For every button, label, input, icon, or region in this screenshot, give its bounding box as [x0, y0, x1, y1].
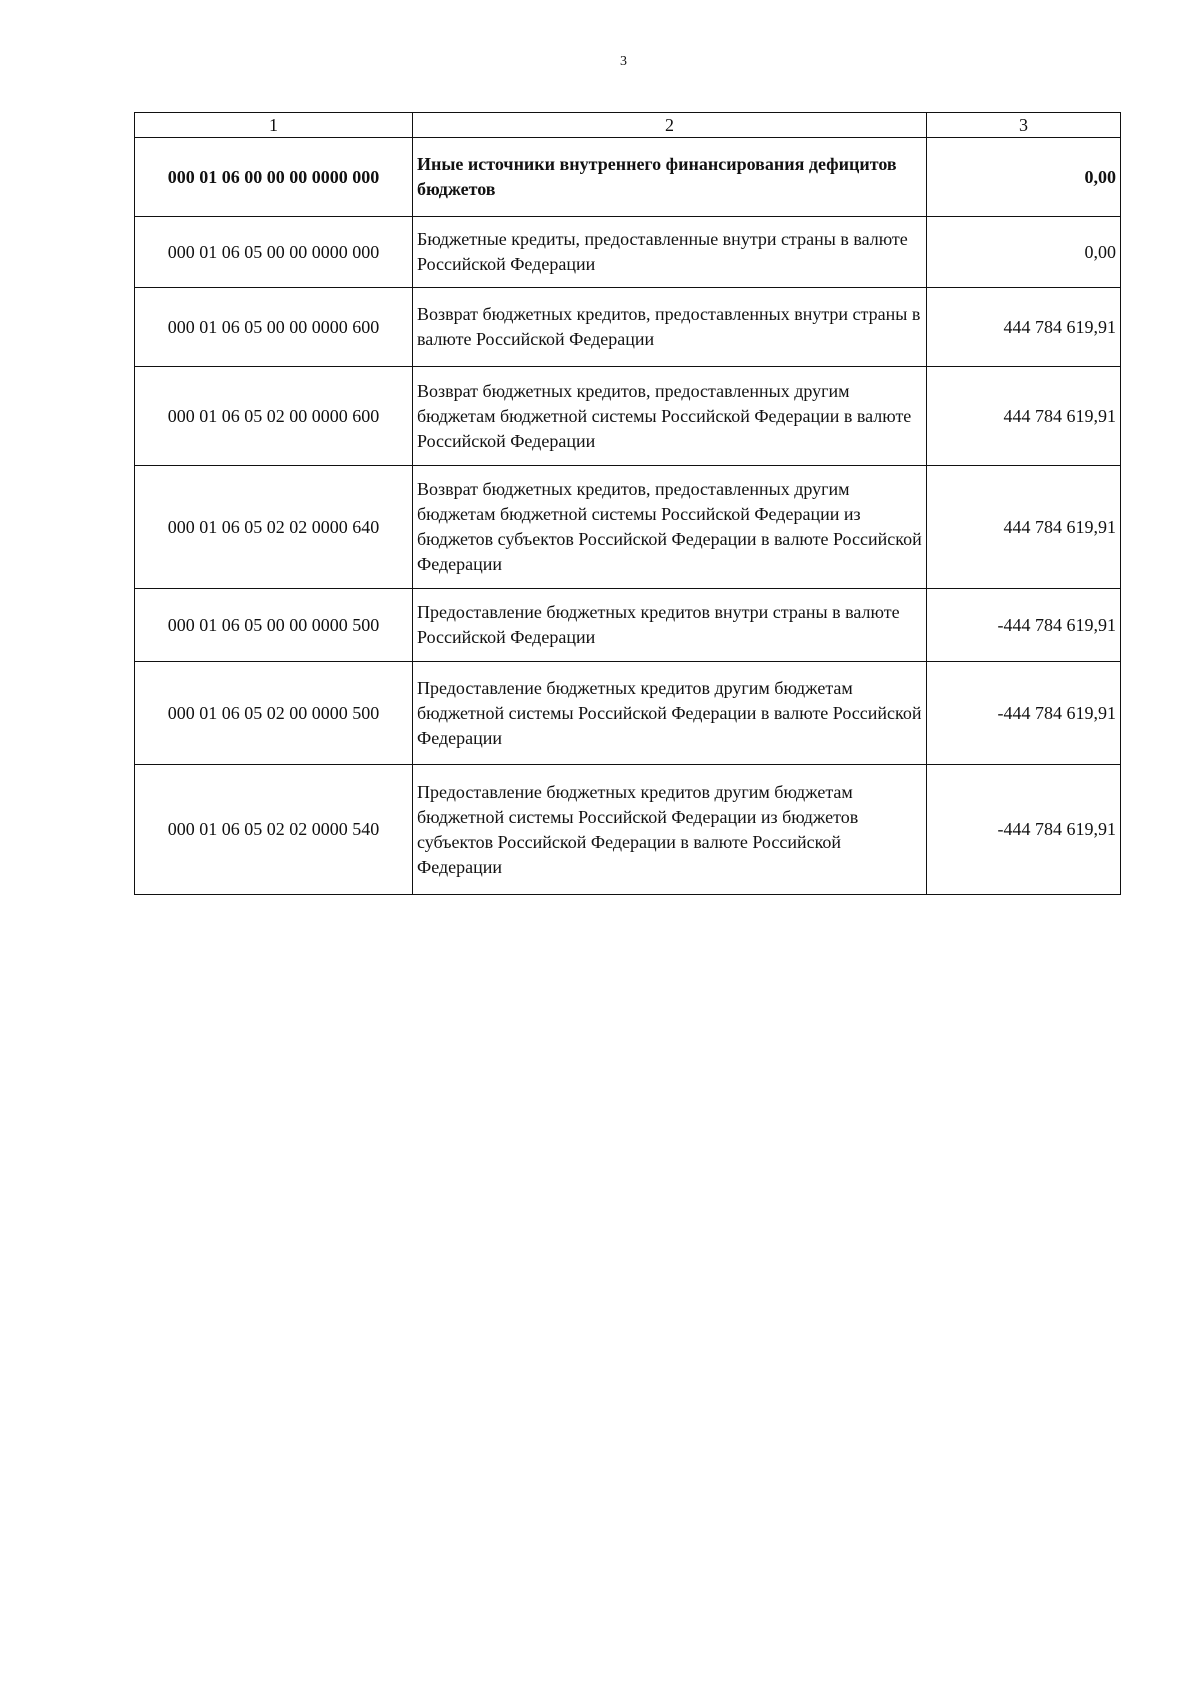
- row-code: 000 01 06 05 02 00 0000 600: [135, 367, 413, 466]
- table-row: [135, 138, 1121, 217]
- table-row: [135, 367, 1121, 466]
- row-name: Предоставление бюджетных кредитов другим бюджетам бюджетной системы Российской Федерации из бюджетов субъектов Российской Федерации в валюте Российской Федерации: [413, 765, 927, 895]
- row-amount: -444 784 619,91: [927, 765, 1121, 895]
- row-name: Возврат бюджетных кредитов, предоставленных другим бюджетам бюджетной системы Российской Федерации в валюте Российской Федерации: [413, 367, 927, 466]
- row-code: 000 01 06 05 00 00 0000 600: [135, 288, 413, 367]
- table-row: [135, 466, 1121, 589]
- column-header-name: 2: [413, 113, 927, 138]
- row-code: 000 01 06 05 02 02 0000 540: [135, 765, 413, 895]
- row-amount: -444 784 619,91: [927, 662, 1121, 765]
- page-number: 3: [620, 54, 627, 69]
- row-name: Иные источники внутреннего финансирования дефицитов бюджетов: [413, 138, 927, 217]
- table-row: [135, 765, 1121, 895]
- table-header-row: [135, 113, 1121, 138]
- row-code: 000 01 06 05 02 02 0000 640: [135, 466, 413, 589]
- row-code: 000 01 06 00 00 00 0000 000: [135, 138, 413, 217]
- financing-sources-table: [134, 112, 1121, 895]
- table-row: [135, 288, 1121, 367]
- row-name: Предоставление бюджетных кредитов другим бюджетам бюджетной системы Российской Федерации в валюте Российской Федерации: [413, 662, 927, 765]
- column-header-code: 1: [135, 113, 413, 138]
- column-header-amount: 3: [927, 113, 1121, 138]
- row-amount: -444 784 619,91: [927, 589, 1121, 662]
- row-code: 000 01 06 05 00 00 0000 000: [135, 217, 413, 288]
- row-amount: 444 784 619,91: [927, 367, 1121, 466]
- row-code: 000 01 06 05 00 00 0000 500: [135, 589, 413, 662]
- table-row: [135, 589, 1121, 662]
- table-row: [135, 662, 1121, 765]
- row-name: Возврат бюджетных кредитов, предоставленных другим бюджетам бюджетной системы Российской Федерации из бюджетов субъектов Российской Федерации в валюте Российской Федерации: [413, 466, 927, 589]
- row-name: Бюджетные кредиты, предоставленные внутри страны в валюте Российской Федерации: [413, 217, 927, 288]
- table-row: [135, 217, 1121, 288]
- row-name: Возврат бюджетных кредитов, предоставленных внутри страны в валюте Российской Федерации: [413, 288, 927, 367]
- row-amount: 444 784 619,91: [927, 288, 1121, 367]
- row-amount: 0,00: [927, 138, 1121, 217]
- row-code: 000 01 06 05 02 00 0000 500: [135, 662, 413, 765]
- row-amount: 444 784 619,91: [927, 466, 1121, 589]
- row-name: Предоставление бюджетных кредитов внутри страны в валюте Российской Федерации: [413, 589, 927, 662]
- row-amount: 0,00: [927, 217, 1121, 288]
